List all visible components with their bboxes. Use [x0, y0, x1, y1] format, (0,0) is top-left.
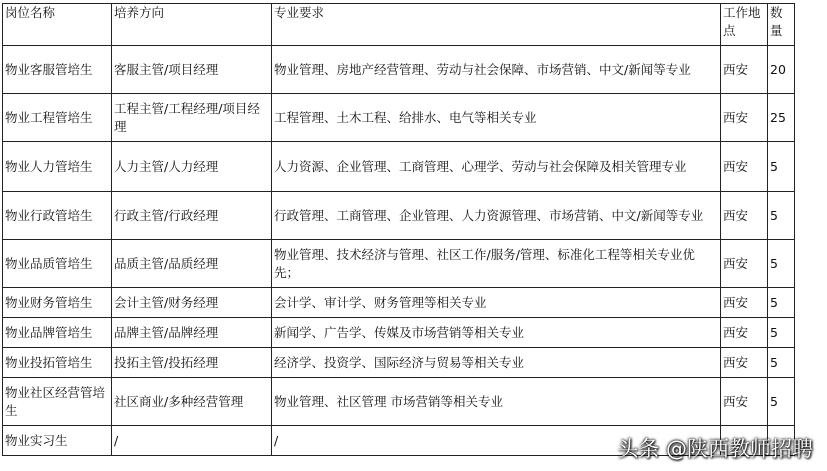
cell-quantity: 5: [768, 142, 795, 192]
cell-quantity: 25: [768, 94, 795, 142]
cell-work-location: 西安: [721, 240, 768, 288]
cell-position-name: 物业品牌管培生: [3, 318, 112, 348]
cell-position-name: 物业财务管培生: [3, 288, 112, 318]
cell-work-location: 西安: [721, 378, 768, 426]
cell-quantity: 5: [768, 348, 795, 378]
cell-major-requirement: 新闻学、广告学、传媒及市场营销等相关专业: [272, 318, 721, 348]
cell-position-name: 物业人力管培生: [3, 142, 112, 192]
header-work-location: 工作地点: [721, 4, 768, 46]
watermark: 头条 @陕西教师招聘: [617, 437, 813, 461]
table-header-row: [3, 4, 795, 46]
table-row: [3, 288, 795, 318]
table-row: [3, 94, 795, 142]
cell-work-location: 西安: [721, 288, 768, 318]
cell-work-location: 西安: [721, 46, 768, 94]
cell-position-name: 物业行政管培生: [3, 192, 112, 240]
cell-quantity: 5: [768, 288, 795, 318]
cell-position-name: 物业品质管培生: [3, 240, 112, 288]
table-row: [3, 46, 795, 94]
cell-training-direction: 投拓主管/投拓经理: [112, 348, 272, 378]
cell-major-requirement: 物业管理、房地产经营管理、劳动与社会保障、市场营销、中文/新闻等专业: [272, 46, 721, 94]
cell-major-requirement: /: [272, 426, 721, 456]
cell-training-direction: 工程主管/工程经理/项目经理: [112, 94, 272, 142]
cell-major-requirement: 人力资源、企业管理、工商管理、心理学、劳动与社会保障及相关管理专业: [272, 142, 721, 192]
table-row: [3, 240, 795, 288]
cell-quantity: 5: [768, 318, 795, 348]
cell-quantity: 20: [768, 46, 795, 94]
cell-major-requirement: 工程管理、土木工程、给排水、电气等相关专业: [272, 94, 721, 142]
cell-work-location: 西安: [721, 94, 768, 142]
cell-position-name: 物业客服管培生: [3, 46, 112, 94]
cell-training-direction: 客服主管/项目经理: [112, 46, 272, 94]
cell-training-direction: 社区商业/多种经营管理: [112, 378, 272, 426]
header-quantity: 数量: [768, 4, 795, 46]
cell-position-name: 物业社区经营管培生: [3, 378, 112, 426]
cell-position-name: 物业工程管培生: [3, 94, 112, 142]
cell-work-location: 西安: [721, 192, 768, 240]
recruitment-table: [2, 3, 795, 456]
cell-training-direction: 行政主管/行政经理: [112, 192, 272, 240]
cell-major-requirement: 行政管理、工商管理、企业管理、人力资源管理、市场营销、中文/新闻等专业: [272, 192, 721, 240]
cell-work-location: 西安: [721, 142, 768, 192]
cell-training-direction: 人力主管/人力经理: [112, 142, 272, 192]
cell-quantity: 5: [768, 378, 795, 426]
cell-position-name: 物业实习生: [3, 426, 112, 456]
cell-major-requirement: 经济学、投资学、国际经济与贸易等相关专业: [272, 348, 721, 378]
cell-quantity: 5: [768, 192, 795, 240]
header-major-requirement: 专业要求: [272, 4, 721, 46]
cell-position-name: 物业投拓管培生: [3, 348, 112, 378]
cell-training-direction: 品质主管/品质经理: [112, 240, 272, 288]
cell-training-direction: /: [112, 426, 272, 456]
table-row: [3, 318, 795, 348]
table-row: [3, 142, 795, 192]
cell-training-direction: 品牌主管/品牌经理: [112, 318, 272, 348]
cell-major-requirement: 物业管理、社区管理 市场营销等相关专业: [272, 378, 721, 426]
header-training-direction: 培养方向: [112, 4, 272, 46]
cell-work-location: 西安: [721, 318, 768, 348]
header-position-name: 岗位名称: [3, 4, 112, 46]
table-row: [3, 378, 795, 426]
cell-major-requirement: 物业管理、技术经济与管理、社区工作/服务/管理、标准化工程等相关专业优先；: [272, 240, 721, 288]
table-row: [3, 348, 795, 378]
table-row: [3, 192, 795, 240]
cell-work-location: 西安: [721, 348, 768, 378]
cell-major-requirement: 会计学、审计学、财务管理等相关专业: [272, 288, 721, 318]
cell-training-direction: 会计主管/财务经理: [112, 288, 272, 318]
cell-quantity: 5: [768, 240, 795, 288]
